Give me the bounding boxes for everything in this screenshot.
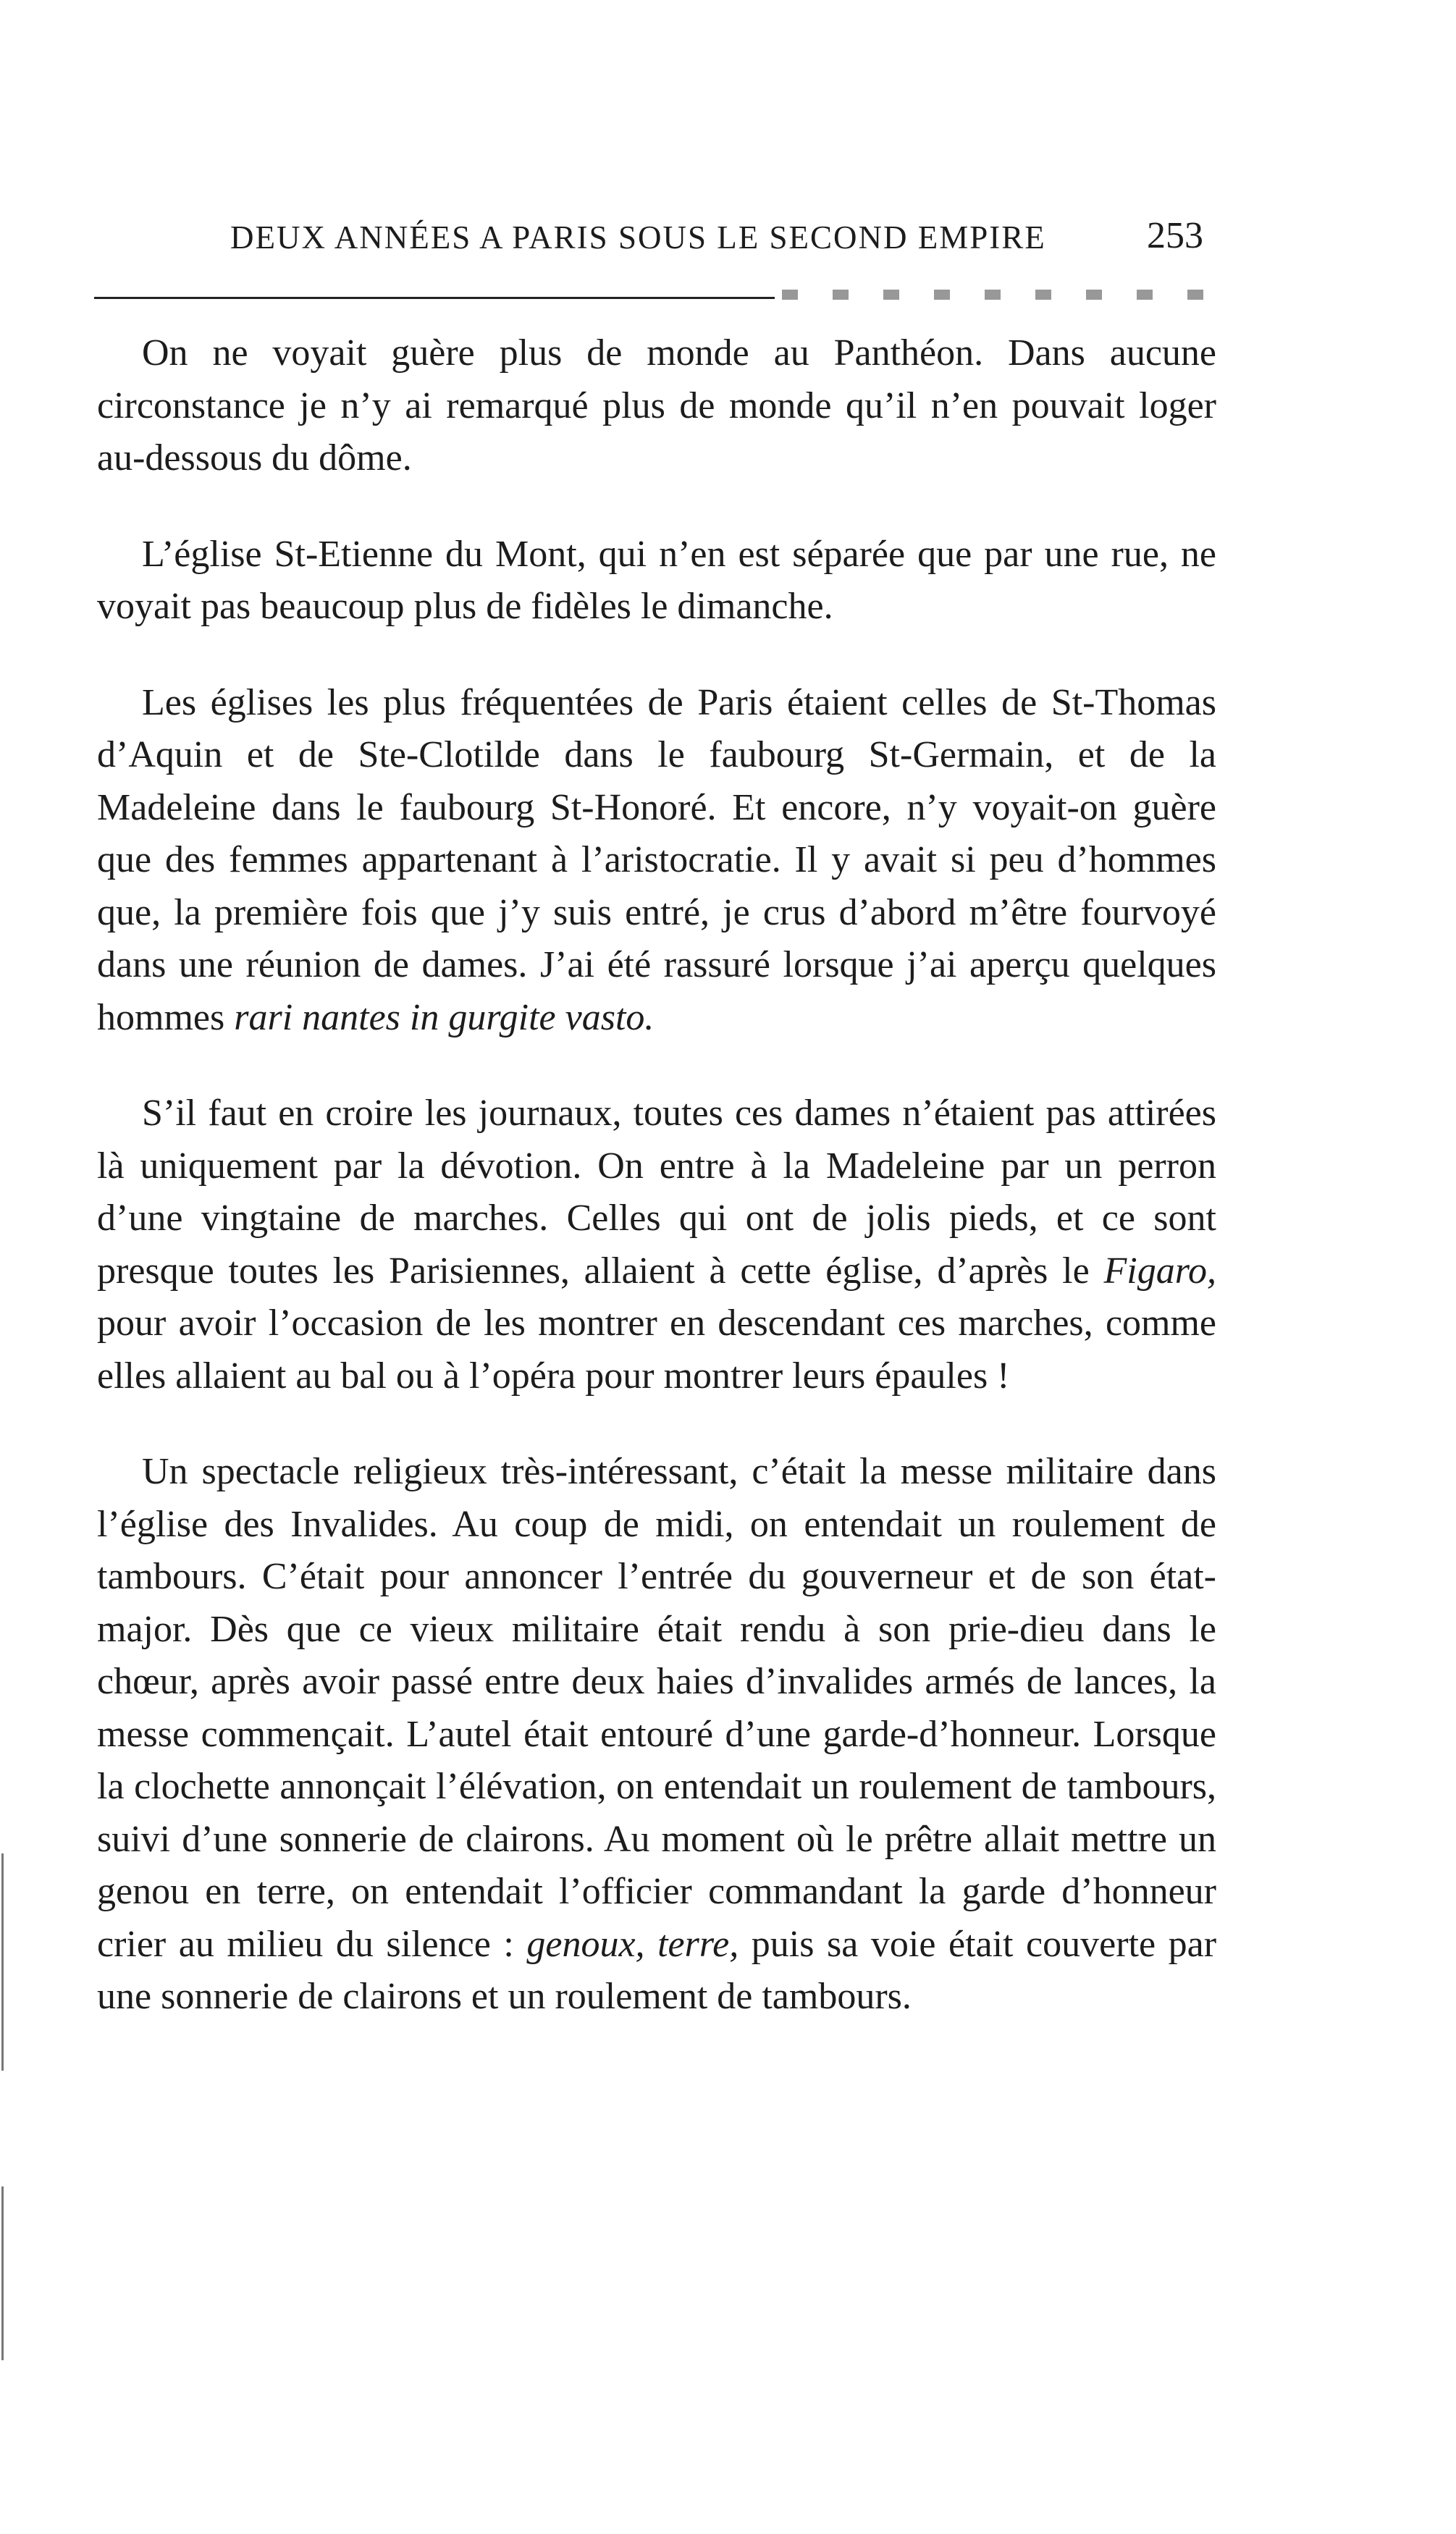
command-words: genoux, terre, — [526, 1923, 739, 1965]
paragraph-text-continued: puis sa voie était couverte par une sonnerie de clairons et un roulement de tambours. — [97, 1923, 1217, 2017]
latin-quote: rari nantes in gurgite vasto. — [234, 996, 655, 1038]
paragraph-text: Les églises les plus fréquentées de Paris étaient celles de St-Thomas d’Aquin et de Ste-Clotilde dans le faubourg St-Germain, et de la Madeleine dans le faubourg St-Honoré. Et encore, n’y voyait-on guère que des femmes appartenant à l’aristocratie. Il y avait si peu d’hommes que, la première fois que j’y suis entré, je crus d’abord m’être fourvoyé dans une réunion de dames. J’ai été rassuré lorsque j’ai aperçu quelques hommes — [97, 681, 1216, 1038]
paragraph-madeleine — [97, 1087, 1216, 1402]
paragraph-text: On ne voyait guère plus de monde au Panthéon. Dans aucune circonstance je n’y ai remarqué plus de monde qu’il n’en pouvait loger au-dessous du dôme. — [97, 332, 1216, 479]
running-title: DEUX ANNÉES A PARIS SOUS LE SECOND EMPIRE — [230, 219, 1046, 256]
paragraph-text: S’il faut en croire les journaux, toutes ces dames n’étaient pas attirées là uniquement par la dévotion. On entre à la Madeleine par un perron d’une vingtaine de marches. Celles qui ont de jolis pieds, et ce sont presque toutes les Parisiennes, allaient à cette église, d’après le — [97, 1093, 1216, 1292]
paragraph-invalides — [97, 1446, 1216, 2024]
page-body — [97, 327, 1216, 2067]
paragraph-text-continued: pour avoir l’occasion de les montrer en descendant ces marches, comme elles allaient au bal ou à l’opéra pour montrer leurs épaules ! — [97, 1302, 1216, 1397]
running-header — [0, 214, 1456, 269]
paragraph-text: L’église St-Etienne du Mont, qui n’en est séparée que par une rue, ne voyait pas beaucoup plus de fidèles le dimanche. — [97, 533, 1216, 627]
page-number: 253 — [1147, 215, 1203, 256]
header-rule — [94, 297, 775, 299]
scan-margin-mark — [1, 1853, 4, 2071]
paragraph-pantheon — [97, 327, 1216, 485]
paragraph-text: Un spectacle religieux très-intéressant, c’était la messe militaire dans l’église des Invalides. Au coup de midi, on entendait un roulement de tambours. C’était pour annoncer l’entrée du gouverneur et de son état-major. Dès que ce vieux militaire était rendu à son prie-dieu dans le chœur, après avoir passé entre deux haies d’invalides armés de lances, la messe commençait. L’autel était entouré d’une garde-d’honneur. Lorsque la clochette annonçait l’élévation, on entendait un roulement de tambours, suivi d’une sonnerie de clairons. Au moment où le prêtre allait mettre un genou en terre, on entendait l’officier commandant la garde d’honneur crier au milieu du silence : — [97, 1451, 1216, 1965]
header-rule-dotted — [782, 290, 1216, 300]
newspaper-title: Figaro, — [1103, 1250, 1217, 1292]
paragraph-st-etienne — [97, 529, 1216, 634]
paragraph-eglises-frequentees — [97, 677, 1216, 1045]
scan-margin-mark — [1, 2186, 4, 2360]
